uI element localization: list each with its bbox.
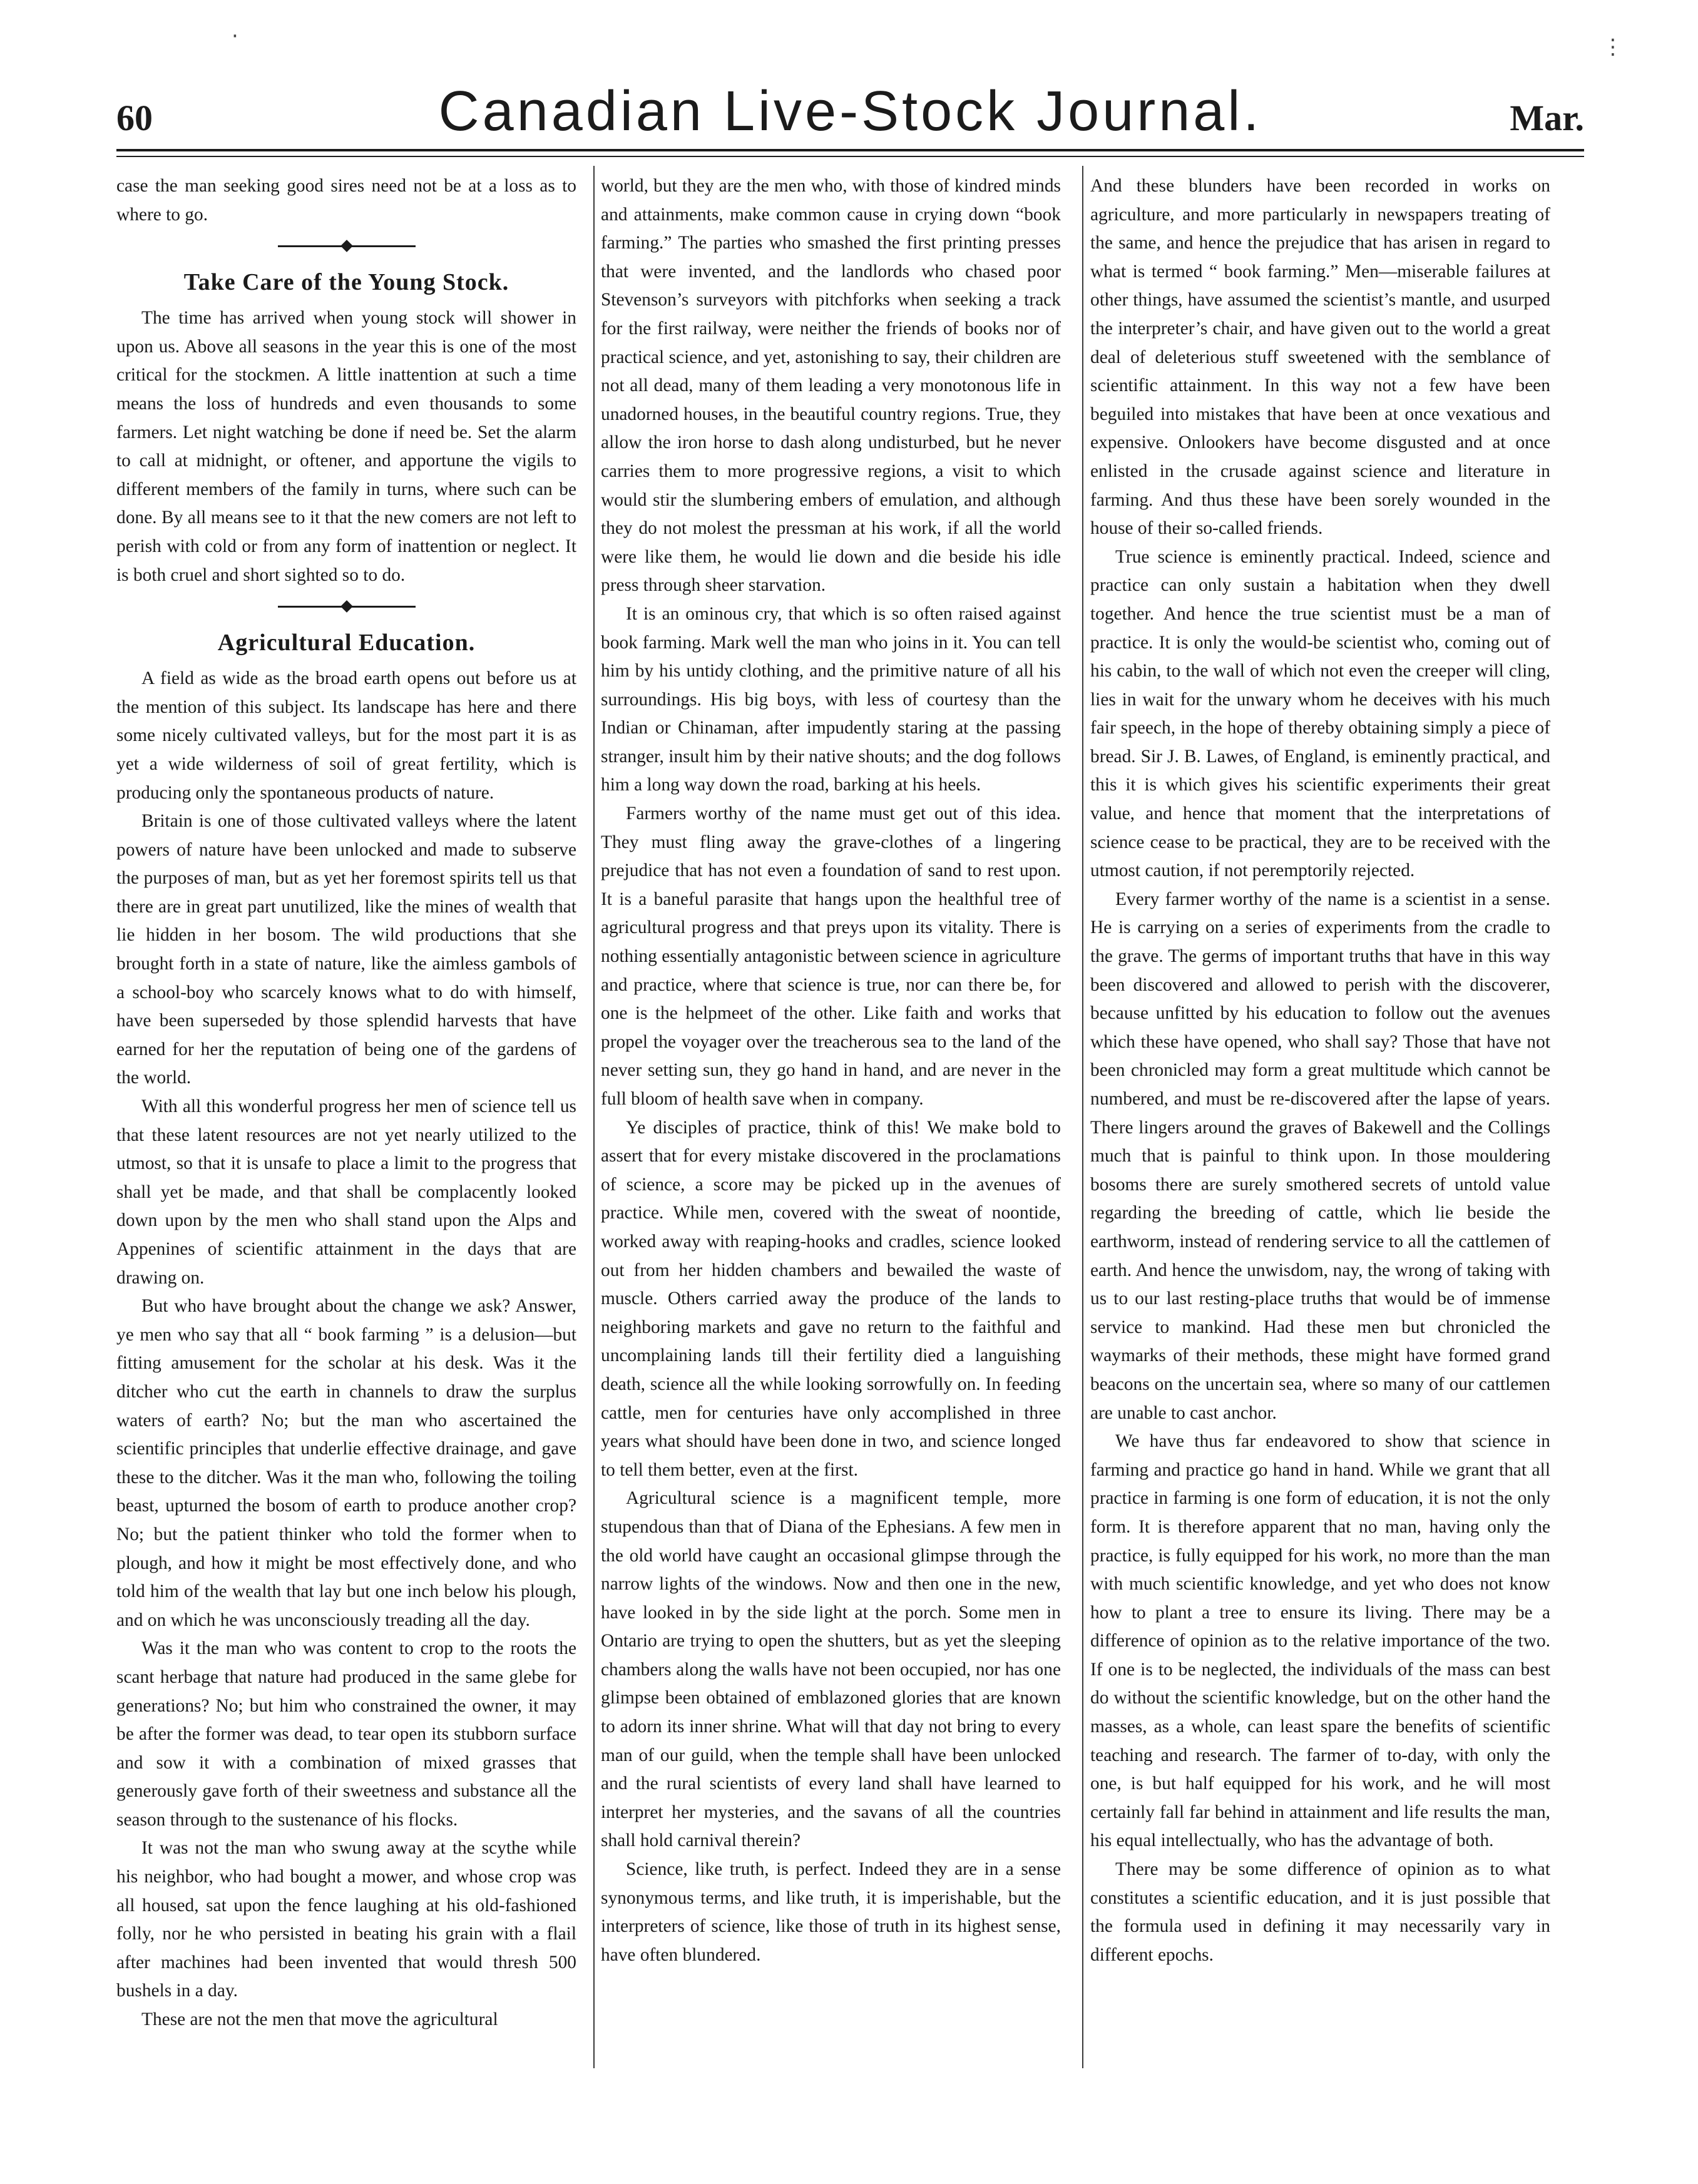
paragraph: True science is eminently practical. Indeed, science and practice can only sustain a habitation when they dwell together. And hence the true scientist must be a man of practice. It is only the would-be scientist who, coming out of his cabin, to the wall of which not even the creeper will cling, lies in wait for the unwary whom he deceives with his much fair speech, in the hope of thereby obtaining simply a piece of bread. Sir J. B. Lawes, of England, is eminently practical, and this it is which gives his scientific experiments their great value, and hence that moment that the interpretations of science cease to be practical, they are to be received with the utmost caution, if not peremptorily rejected. (1090, 546, 1550, 881)
paragraph: It is an ominous cry, that which is so often raised against book farming. Mark well the man who joins in it. You can tell him by his untidy clothing, and the primitive nature of all his surroundings. His big boys, with less of courtesy than the Indian or Chinaman, after impudently staring at the passing stranger, insult him by their native shouts; and the dog follows him a long way down the road, barking at his heels. (601, 603, 1061, 795)
paragraph: Ye disciples of practice, think of this! We make bold to assert that for every mistake discovered in the proclamations of science, a score may be picked up in the avenues of practice. While men, covered with the sweat of noontide, worked away with reaping-hooks and cradles, science looked out from her hidden chambers and bewailed the waste of muscle. Others carried away the produce of the lands to neighboring markets and gave no return to the faithful and uncomplaining lands till their fertility died a languishing death, science all the while looking sorrowfully on. In feeding cattle, men for centuries have only accomplished in three years what should have been done in two, and science longed to tell them better, even at the first. (601, 1117, 1061, 1480)
column-divider (593, 166, 595, 2068)
article-column-1 (116, 172, 576, 2062)
paragraph: The time has arrived when young stock will shower in upon us. Above all seasons in the year this is one of the most critical for the stockmen. A little inattention at such a time means the loss of hundreds and even thousands to some farmers. Let night watching be done if need be. Set the alarm to call at midnight, or oftener, and apportune the vigils to different members of the family in turns, where such can be done. By all means see to it that the new comers are not left to perish with cold or from any form of inattention or neglect. It is both cruel and short sighted so to do. (116, 308, 576, 585)
paragraph: It was not the man who swung away at the scythe while his neighbor, who had bought a mower, and whose crop was all housed, sat upon the fence laughing at his old-fashioned folly, nor he who persisted in beating his grain with a flail after machines had been invented that would thresh 500 bushels in a day. (116, 1838, 576, 2001)
article-heading: Agricultural Education. (217, 630, 476, 656)
header-rule-thin (116, 156, 1584, 157)
paragraph: case the man seeking good sires need not be at a loss as to where to go. (116, 176, 576, 225)
paragraph: Every farmer worthy of the name is a scientist in a sense. He is carrying on a series of experiments from the cradle to the grave. The germs of important truths that have in this way been discovered and allowed to perish with the discoverer, because unfitted by his education to follow out the avenues which these have opened, who shall say? Those that have not been chronicled may form a great multitude which cannot be numbered, and must be re-discovered after the lapse of years. There lingers around the graves of Bakewell and the Collings much that is painful to think upon. In those mouldering bosoms there are surely smothered secrets of untold value regarding the breeding of cattle, which lie beside the earthworm, instead of rendering service to all the cattlemen of earth. And hence the unwisdom, nay, the wrong of taking with us to our last resting-place truths that would be of immense service to mankind. Had these men but chronicled the waymarks of their methods, these might have formed grand beacons on the uncertain sea, where so many of our cattlemen are unable to cast anchor. (1090, 889, 1550, 1423)
paragraph: And these blunders have been recorded in works on agriculture, and more particularly in newspapers treating of the same, and hence the prejudice that has arisen in regard to what is termed “ book farming.” Men—miserable failures at other things, have assumed the scientist’s mantle, and usurped the interpreter’s chair, and have given out to the world a great deal of deleterious stuff sweetened with the semblance of scientific attainment. In this way not a few have been beguiled into mistakes that have been at once vexatious and expensive. Onlookers have become disgusted and at once enlisted in the crusade against science and literature in farming. And thus these have been sorely wounded in the house of their so-called friends. (1090, 176, 1550, 539)
paragraph: Was it the man who was content to crop to the roots the scant herbage that nature had produced in the same glebe for generations? No; but him who constrained the owner, it may be after the former was dead, to tear open its stubborn surface and sow it with a combination of mixed grasses that generously gave forth of their sweetness and substance all the season through to the sustenance of his flocks. (116, 1638, 576, 1830)
header-rule-thick (116, 149, 1584, 151)
paragraph: But who have brought about the change we ask? Answer, ye men who say that all “ book farming ” is a delusion—but fitting amusement for the scholar at his desk. Was it the ditcher who cut the earth in channels to draw the surplus waters of earth? No; but the man who ascertained the scientific principles that underlie effective drainage, and gave these to the ditcher. Was it the man who, following the toiling beast, upturned the bosom of earth to produce another crop? No; but the patient thinker who told the former when to plough, and how it might be most effectively done, and who told him of the wealth that lay but one inch below his plough, and on which he was unconsciously treading all the day. (116, 1296, 576, 1630)
paragraph: Science, like truth, is perfect. Indeed they are in a sense synonymous terms, and like truth, it is imperishable, but the interpreters of science, like those of truth in its highest sense, have often blundered. (601, 1859, 1061, 1965)
scan-speck: ⋮ (1602, 34, 1624, 59)
page-number: 60 (116, 98, 153, 138)
journal-title: Canadian Live-Stock Journal. (438, 80, 1262, 143)
page-header (116, 75, 1584, 144)
paragraph: We have thus far endeavored to show that science in farming and practice go hand in hand. While we grant that all practice in farming is one form of education, it is not the only form. It is therefore apparent that no man, having only the practice, is fully equipped for his work, no more than the man with much scientific knowledge, and yet who does not know how to plant a tree to ensure its living. There may be a difference of opinion as to the relative importance of the two. If one is to be neglected, the individuals of the mass can best do without the scientific knowledge, but on the other hand the masses, as a whole, can least spare the benefits of scientific teaching and research. The farmer of to-day, with only the one, is but half equipped for his work, and he will most certainly fall far behind in attainment and life results the man, his equal intellectually, who has the advantage of both. (1090, 1431, 1550, 1851)
article-heading: Take Care of the Young Stock. (183, 269, 509, 296)
paragraph: world, but they are the men who, with those of kindred minds and attainments, make common cause in crying down “book farming.” The parties who smashed the first printing presses that were invented, and the landlords who chased poor Stevenson’s surveyors with pitchforks when seeking a track for the first railway, were neither the friends of books nor of practical science, and yet, astonishing to say, their children are not all dead, many of them leading a very monotonous life in unadorned houses, in the beautiful country regions. True, they allow the iron horse to dash along undisturbed, but he never carries them to more progressive regions, a visit to which would stir the slumbering embers of emulation, and although they do not molest the pressman at his work, if all the world were like them, he would lie down and die beside his idle press through sheer starvation. (601, 176, 1061, 596)
paragraph: Agricultural science is a magnificent temple, more stupendous than that of Diana of the Ephesians. A few men in the old world have caught an occasional glimpse through the narrow lights of the windows. Now and then one in the new, have looked in by the side light at the porch. Some men in Ontario are trying to open the shutters, but as yet the sleeping chambers along the walls have not been occupied, nor has one glimpse been obtained of emblazoned glories that are known to adorn its inner shrine. What will that day not bring to every man of our guild, when the temple shall have been unlocked and the rural scientists of every land shall have learned to interpret her mysteries, and the savans of all the countries shall hold carnival therein? (601, 1488, 1061, 1851)
paragraph: There may be some difference of opinion as to what constitutes a scientific education, and it is just possible that the formula used in defining it may necessarily vary in different epochs. (1090, 1859, 1550, 1965)
scan-speck: · (232, 24, 238, 49)
section-divider (116, 592, 576, 621)
column-divider (1082, 166, 1083, 2068)
article-column-2 (601, 172, 1061, 2062)
issue-month: Mar. (1510, 98, 1584, 138)
paragraph: Farmers worthy of the name must get out of this idea. They must fling away the grave-clothes of a lingering prejudice that has not even a foundation of sand to rest upon. It is a baneful parasite that hangs upon the healthful tree of agricultural progress and that preys upon its vitality. There is nothing essentially antagonistic between science in agriculture and practice, where that science is true, nor can there be, for one is the helpmeet of the other. Like faith and works that propel the voyager over the treacherous sea to the land of the never setting sun, they go hand in hand, and are never in the full bloom of health save when in company. (601, 804, 1061, 1109)
paragraph: Britain is one of those cultivated valleys where the latent powers of nature have been unlocked and made to subserve the purposes of man, but as yet her foremost spirits tell us that there are in great part unutilized, like the mines of wealth that lie hidden in her bosom. The wild productions that she brought forth in a state of nature, like the aimless gambols of a school-boy who scarcely knows what to do with himself, have been superseded by those splendid harvests that have earned for her the reputation of being one of the gardens of the world. (116, 811, 576, 1088)
article-column-3 (1090, 172, 1550, 2062)
paragraph: These are not the men that move the agricultural (141, 2009, 498, 2030)
section-divider (116, 232, 576, 260)
paragraph: A field as wide as the broad earth opens out before us at the mention of this subject. Its landscape has here and there some nicely cultivated valleys, but for the most part it is as yet a wide wilderness of soil of great fertility, which is producing only the spontaneous products of nature. (116, 668, 576, 803)
paragraph: With all this wonderful progress her men of science tell us that these latent resources are not yet nearly utilized to the utmost, so that it is unsafe to place a limit to the progress that shall yet be made, and that shall be complacently looked down upon by the men who shall stand upon the Alps and Appenines of scientific attainment in the days that are drawing on. (116, 1096, 576, 1288)
